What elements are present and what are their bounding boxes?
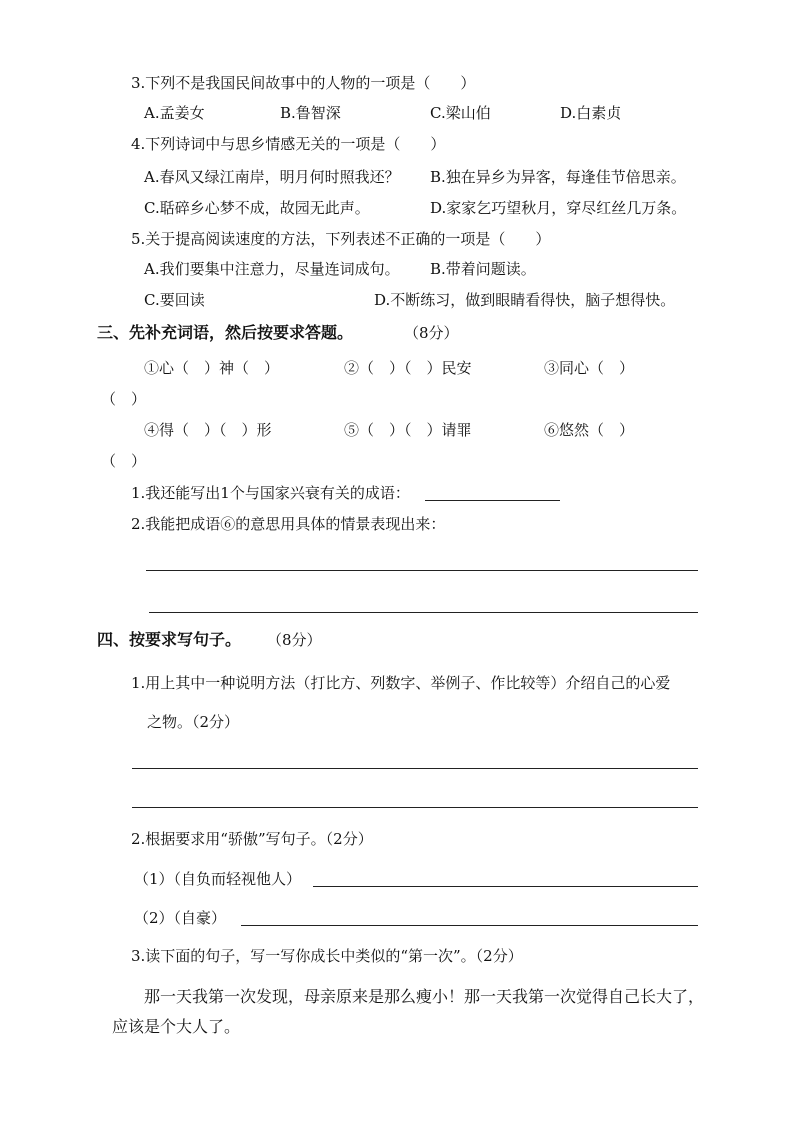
q5-option-b: B.带着问题读。 bbox=[430, 260, 536, 278]
answer-line-proud-1[interactable] bbox=[313, 886, 698, 887]
q4-option-a: A.春风又绿江南岸，明月何时照我还？ bbox=[144, 168, 400, 186]
q3-option-b: B.鲁智深 bbox=[280, 104, 341, 122]
q3-stem: 3.下列不是我国民间故事中的人物的一项是（ ） bbox=[131, 74, 476, 92]
idiom-1: ①心（ ）神（ ） bbox=[144, 359, 280, 377]
q5-option-a: A.我们要集中注意力，尽量连词成句。 bbox=[144, 260, 400, 278]
q4-stem: 4.下列诗词中与思乡情感无关的一项是（ ） bbox=[131, 135, 446, 153]
idiom-6-wrap: （ ） bbox=[101, 452, 147, 470]
section4-title: 四、按要求写句子。 bbox=[97, 630, 242, 649]
section4-q1: 1.用上其中一种说明方法（打比方、列数字、举例子、作比较等）介绍自己的心爱 bbox=[131, 674, 671, 692]
answer-line-scene-2[interactable] bbox=[149, 612, 698, 613]
section3-q2: 2.我能把成语⑥的意思用具体的情景表现出来： bbox=[131, 515, 446, 533]
section3-q1: 1.我还能写出1个与国家兴衰有关的成语： bbox=[131, 484, 410, 502]
answer-line-object-1[interactable] bbox=[132, 768, 698, 769]
idiom-4: ④得（ ）（ ）形 bbox=[144, 421, 272, 439]
section4-score: （8分） bbox=[267, 631, 322, 649]
idiom-3-wrap: （ ） bbox=[101, 390, 147, 408]
answer-line-proud-2[interactable] bbox=[241, 925, 698, 926]
idiom-5: ⑤（ ）（ ）请罪 bbox=[344, 421, 472, 439]
answer-line-idiom[interactable] bbox=[425, 500, 560, 501]
idiom-6: ⑥悠然（ ） bbox=[544, 421, 635, 439]
q4-option-d: D.家家乞巧望秋月，穿尽红丝几万条。 bbox=[430, 199, 687, 217]
q5-stem: 5.关于提高阅读速度的方法，下列表述不正确的一项是（ ） bbox=[131, 230, 551, 248]
q3-option-d: D.白素贞 bbox=[560, 104, 622, 122]
q3-option-c: C.梁山伯 bbox=[430, 104, 491, 122]
section3-score: （8分） bbox=[404, 324, 459, 342]
idiom-3: ③同心（ ） bbox=[544, 359, 635, 377]
section4-q2-1: （1）（自负而轻视他人） bbox=[134, 870, 302, 888]
q4-option-b: B.独在异乡为异客，每逢佳节倍思亲。 bbox=[430, 168, 686, 186]
q5-option-c: C.要回读 bbox=[144, 291, 205, 309]
section4-q2-2: （2）（自豪） bbox=[134, 909, 227, 927]
section4-q3: 3.读下面的句子，写一写你成长中类似的“第一次”。（2分） bbox=[131, 947, 523, 965]
q5-option-d: D.不断练习，做到眼睛看得快，脑子想得快。 bbox=[374, 291, 676, 309]
answer-line-scene-1[interactable] bbox=[146, 570, 698, 571]
section4-q1-cont: 之物。（2分） bbox=[147, 713, 240, 731]
answer-line-object-2[interactable] bbox=[132, 807, 698, 808]
idiom-2: ②（ ）（ ）民安 bbox=[344, 359, 472, 377]
section4-q2: 2.根据要求用“骄傲”写句子。（2分） bbox=[131, 830, 373, 848]
section4-q3-passage-cont: 应该是个大人了。 bbox=[112, 1017, 241, 1036]
q4-option-c: C.聒碎乡心梦不成，故园无此声。 bbox=[144, 199, 370, 217]
section4-q3-passage: 那一天我第一次发现，母亲原来是那么瘦小！那一天我第一次觉得自己长大了， bbox=[144, 987, 705, 1006]
q3-option-a: A.孟姜女 bbox=[144, 104, 205, 122]
section3-title: 三、先补充词语，然后按要求答题。 bbox=[97, 323, 354, 342]
